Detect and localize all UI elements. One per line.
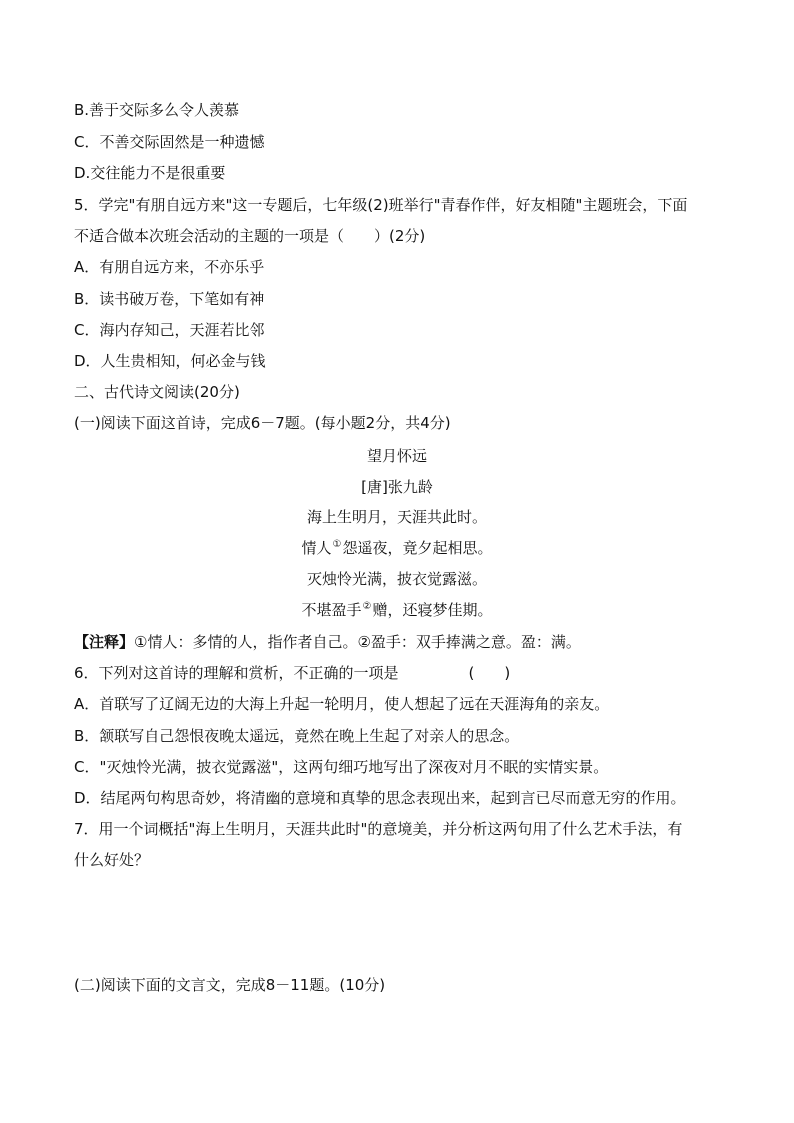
q5-stem-line1: 5．学完"有朋自远方来"这一专题后，七年级(2)班举行"青春作伴，好友相随"主题班会，下面 — [74, 196, 688, 214]
q5-option-d: D．人生贵相知，何必金与钱 — [74, 352, 266, 370]
q6-answer-paren: ( ) — [468, 664, 511, 682]
poem-line4-part2: 赠，还寝梦佳期。 — [372, 601, 493, 619]
q4-option-c: C．不善交际固然是一种遗憾 — [74, 133, 265, 151]
poem-line1: 海上生明月，天涯共此时。 — [306, 508, 487, 526]
footnote-marker-1: ① — [332, 539, 342, 550]
footnote-marker-2: ② — [362, 601, 372, 612]
q5-option-a: A．有朋自远方来，不亦乐乎 — [74, 258, 265, 276]
notes — [74, 632, 581, 652]
poem-line4 — [0, 600, 794, 620]
poem-line4-part1: 不堪盈手 — [301, 601, 362, 619]
section2-title: 二、古代诗文阅读(20分) — [74, 383, 240, 401]
q6-stem — [74, 663, 510, 683]
poem-author: [唐]张九龄 — [361, 478, 433, 496]
q7-stem-line1: 7．用一个词概括"海上生明月，天涯共此时"的意境美，并分析这两句用了什么艺术手法，有 — [74, 820, 683, 838]
poem-title: 望月怀远 — [366, 447, 427, 465]
poem-line2-part2: 怨遥夜，竟夕起相思。 — [342, 539, 493, 557]
part1-instruction: (一)阅读下面这首诗，完成6－7题。(每小题2分，共4分) — [74, 414, 451, 432]
q5-option-c: C．海内存知己，天涯若比邻 — [74, 321, 265, 339]
q6-option-c: C．"灭烛怜光满，披衣觉露滋"，这两句细巧地写出了深夜对月不眠的实情实景。 — [74, 758, 609, 776]
notes-text: ①情人：多情的人，指作者自己。②盈手：双手捧满之意。盈：满。 — [134, 633, 581, 651]
q6-option-a: A．首联写了辽阔无边的大海上升起一轮明月，使人想起了远在天涯海角的亲友。 — [74, 695, 610, 713]
q6-option-b: B．颔联写自己怨恨夜晚太遥远，竟然在晚上生起了对亲人的思念。 — [74, 727, 520, 745]
q6-option-d: D．结尾两句构思奇妙，将清幽的意境和真挚的思念表现出来，起到言已尽而意无穷的作用。 — [74, 789, 686, 807]
q4-option-d: D.交往能力不是很重要 — [74, 164, 226, 182]
poem-line2-part1: 情人 — [301, 539, 332, 557]
q5-stem-line2: 不适合做本次班会活动的主题的一项是（ ）(2分) — [74, 227, 426, 245]
q4-option-b: B.善于交际多么令人羡慕 — [74, 101, 240, 119]
part2-instruction: (二)阅读下面的文言文，完成8－11题。(10分) — [74, 976, 386, 994]
q6-stem-text: 6．下列对这首诗的理解和赏析，不正确的一项是 — [74, 664, 399, 682]
q5-option-b: B．读书破万卷，下笔如有神 — [74, 290, 265, 308]
poem-line2 — [0, 538, 794, 558]
poem-line3: 灭烛怜光满，披衣觉露滋。 — [306, 570, 487, 588]
notes-label: 【注释】 — [74, 633, 135, 651]
q7-stem-line2: 什么好处？ — [74, 851, 150, 869]
